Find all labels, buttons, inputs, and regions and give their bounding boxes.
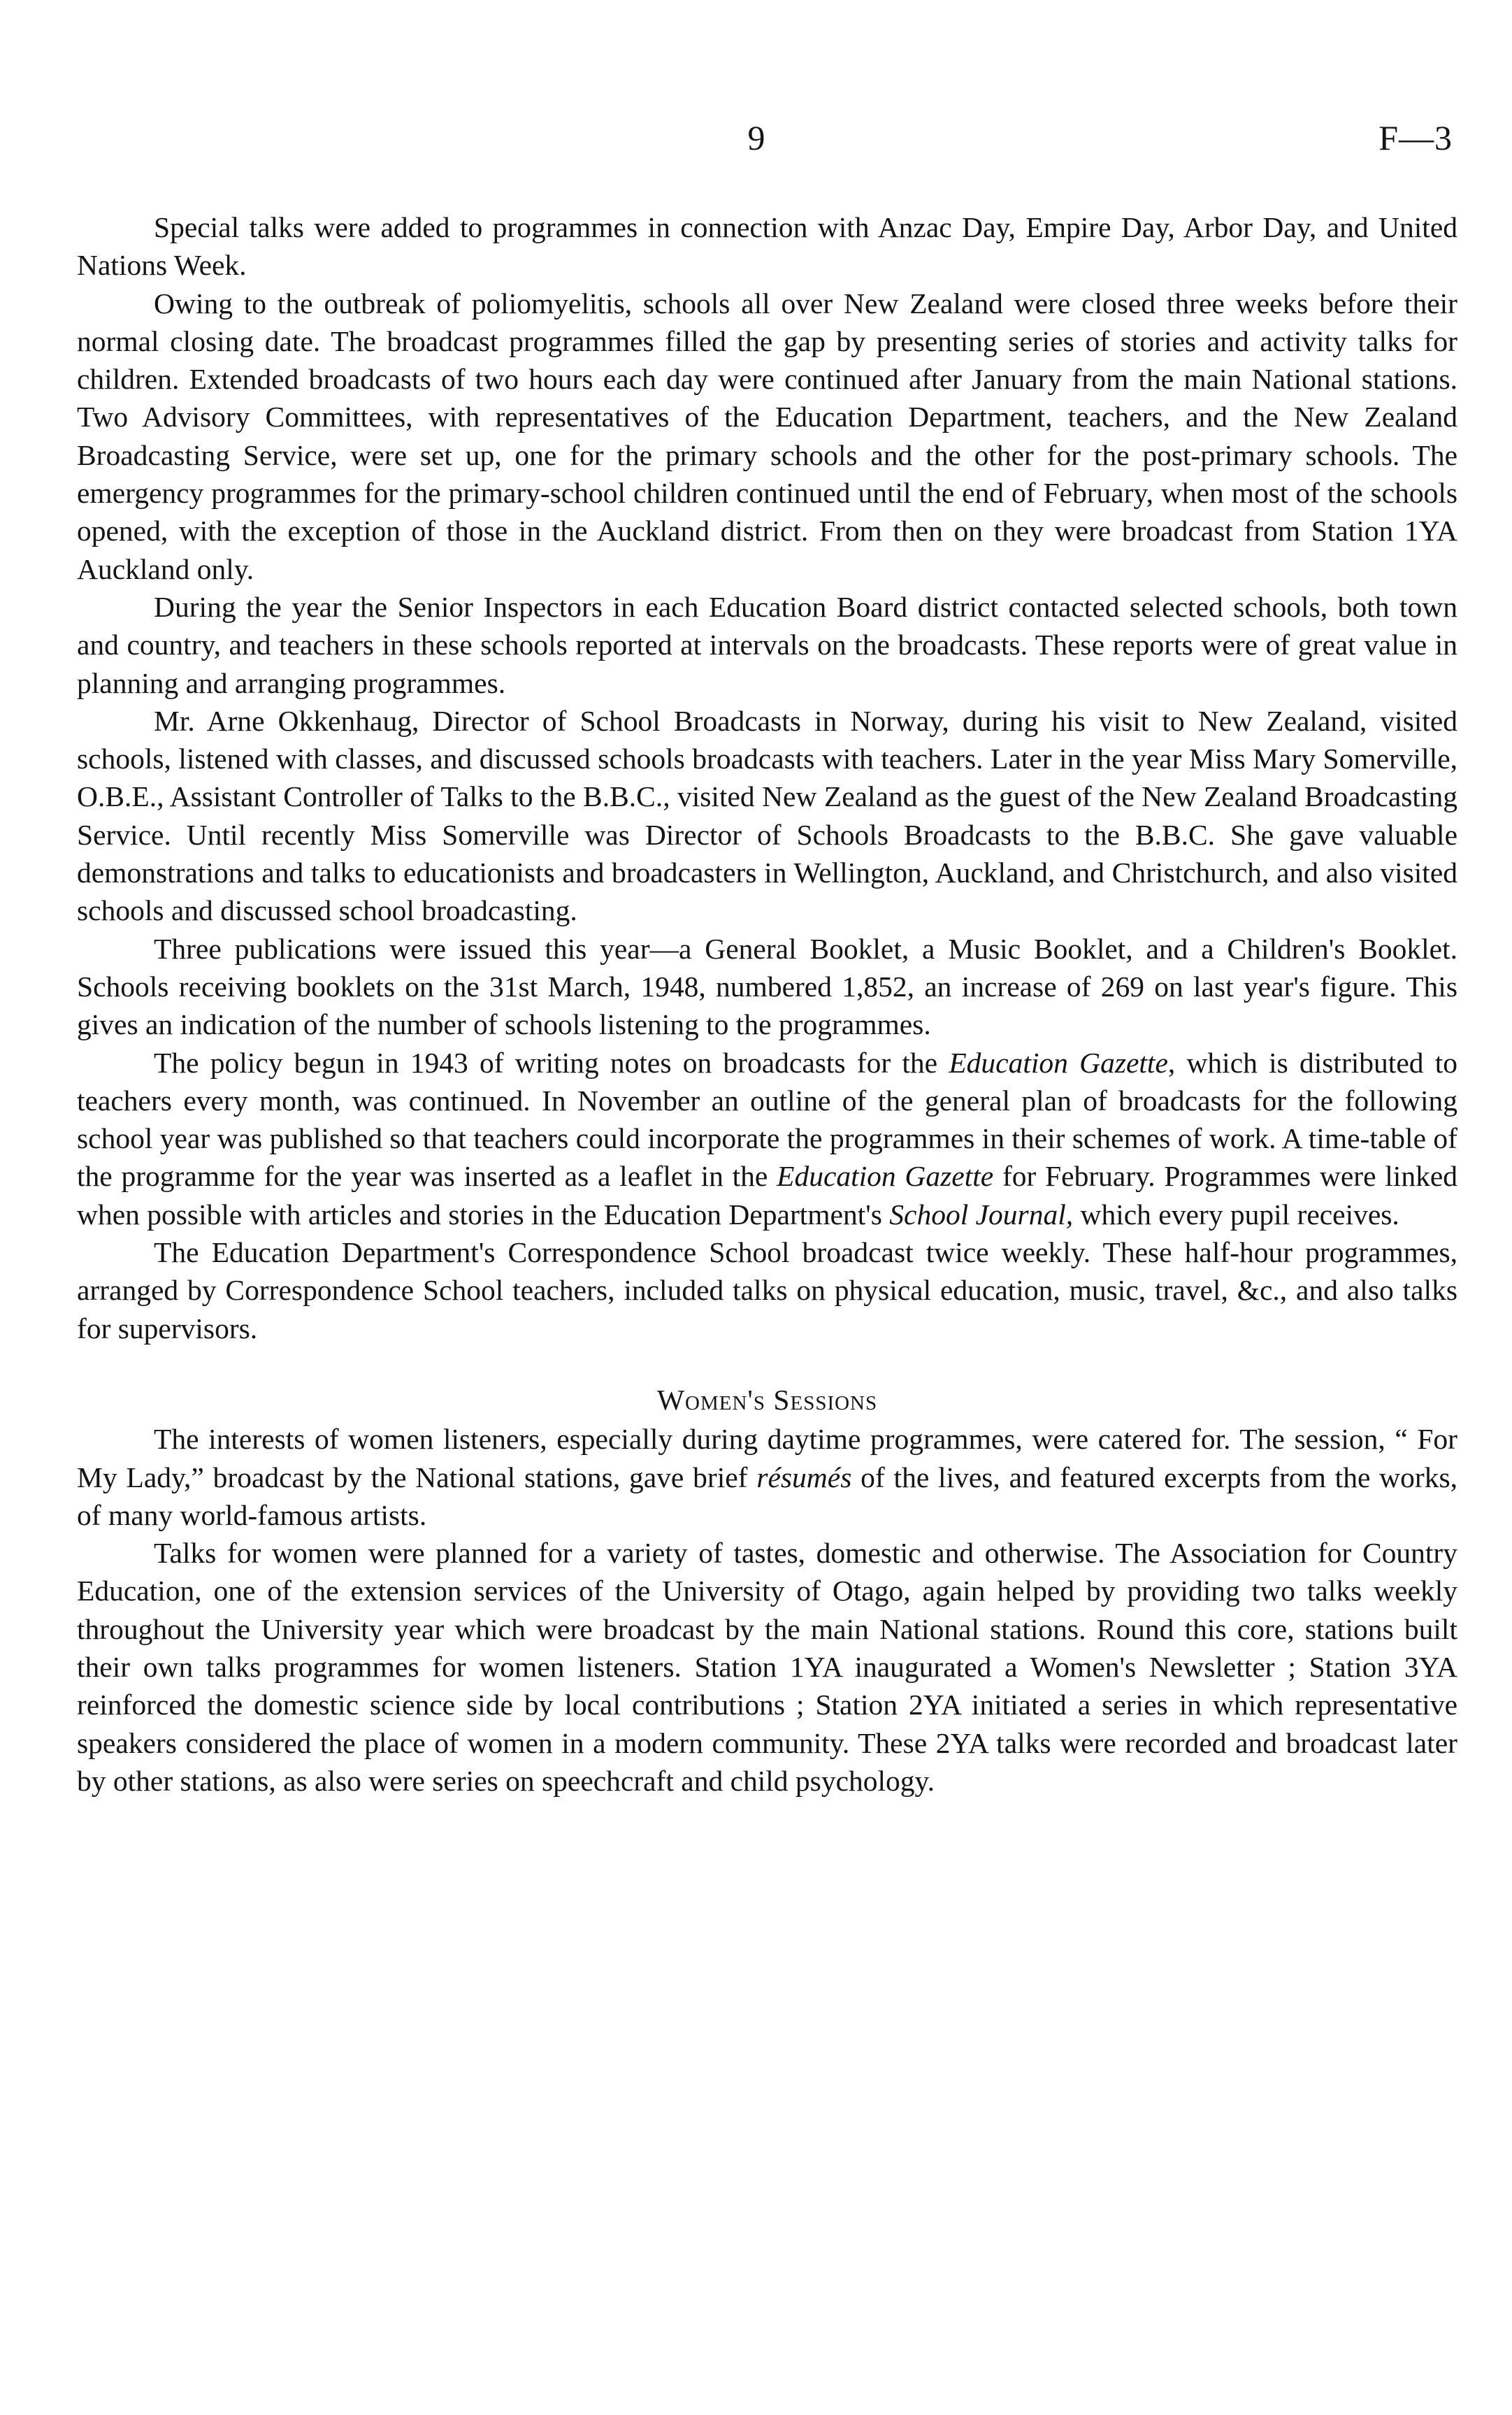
italic-title: Education Gazette xyxy=(949,1046,1168,1079)
paragraph-publications: Three publications were issued this year—a General Booklet, a Music Booklet, and a Children's Booklet. Schools receiving booklets on the 31st March, 1948, numbered 1,852, an increase of 269 on last year's figure. This gives an indication of the number of schools listening to the programmes. xyxy=(77,932,1457,1041)
text-run: , which is distributed to teachers every month, was continued. In November an outline of the general plan of broadcasts for the following school year was published so that teachers could incorporate the programmes in their schemes of work. A time-table of the programme for the year was inserted as a leaflet in the xyxy=(77,1046,1457,1193)
text-run: of the lives, and featured excerpts from the works, of many world-famous artists. xyxy=(77,1461,1457,1531)
text-run: The policy begun in 1943 of writing notes on broadcasts for the xyxy=(154,1046,949,1079)
page-number: 9 xyxy=(747,118,765,157)
italic-title: Education Gazette xyxy=(777,1160,994,1193)
paragraph-special-talks: Special talks were added to programmes in connection with Anzac Day, Empire Day, Arbor Day, and United Nations Week. xyxy=(77,211,1457,282)
paragraph-talks-for-women: Talks for women were planned for a variety of tastes, domestic and otherwise. The Association for Country Education, one of the extension services of the University of Otago, again helped by providing two talks weekly throughout the University year which were broadcast by the main National stations. Round this core, stations built their own talks programmes for women listeners. Station 1YA inaugurated a Women's Newsletter ; Station 3YA reinforced the domestic science side by local contributions ; Station 2YA initiated a series in which representative speakers considered the place of women in a modern community. These 2YA talks were recorded and broadcast later by other stations, as also were series on speechcraft and child psychology. xyxy=(77,1537,1457,1797)
paragraph-poliomyelitis: Owing to the outbreak of poliomyelitis, schools all over New Zealand were closed three weeks before their normal closing date. The broadcast programmes filled the gap by presenting series of stories and activity talks for children. Extended broadcasts of two hours each day were continued after January from the main National stations. Two Advisory Committees, with representatives of the Education Department, teachers, and the New Zealand Broadcasting Service, were set up, one for the primary schools and the other for the post-primary schools. The emergency programmes for the primary-school children continued until the end of February, when most of the schools opened, with the exception of those in the Auckland district. From then on they were broadcast from Station 1YA Auckland only. xyxy=(77,287,1457,585)
italic-title: School Journal, xyxy=(889,1198,1074,1231)
paragraph-okkenhaug-visit: Mr. Arne Okkenhaug, Director of School Broadcasts in Norway, during his visit to New Zealand, visited schools, listened with classes, and discussed schools broadcasts with teachers. Later in the year Miss Mary Somerville, O.B.E., Assistant Controller of Talks to the B.B.C., visited New Zealand as the guest of the New Zealand Broadcasting Service. Until recently Miss Somerville was Director of Schools Broadcasts to the B.B.C. She gave valuable demonstrations and talks to educationists and broadcasters in Wellington, Auckland, and Christchurch, and also visited schools and discussed school broadcasting. xyxy=(77,704,1457,927)
italic-word: résumés xyxy=(756,1461,852,1493)
paragraph-women-listeners xyxy=(77,1420,1457,1534)
section-heading-womens-sessions: Women's Sessions xyxy=(656,1383,878,1416)
body-text xyxy=(77,208,1457,1800)
text-run: The interests of women listeners, especially during daytime programmes, were catered for. The session, “ For My Lady,” broadcast by the National stations, gave brief xyxy=(77,1423,1457,1493)
paragraph-education-gazette xyxy=(77,1044,1457,1233)
text-run: for February. Programmes were linked when possible with articles and stories in the Education Department's xyxy=(77,1160,1457,1231)
paragraph-correspondence-school: The Education Department's Correspondence School broadcast twice weekly. These half-hour programmes, arranged by Correspondence School teachers, included talks on physical education, music, travel, &c., and also talks for supervisors. xyxy=(77,1236,1457,1345)
document-reference: F—3 xyxy=(1378,118,1453,157)
text-run: which every pupil receives. xyxy=(1073,1198,1399,1231)
running-header xyxy=(0,117,1512,166)
paragraph-senior-inspectors: During the year the Senior Inspectors in each Education Board district contacted selected schools, both town and country, and teachers in these schools reported at intervals on the broadcasts. These reports were of great value in planning and arranging programmes. xyxy=(77,590,1457,699)
